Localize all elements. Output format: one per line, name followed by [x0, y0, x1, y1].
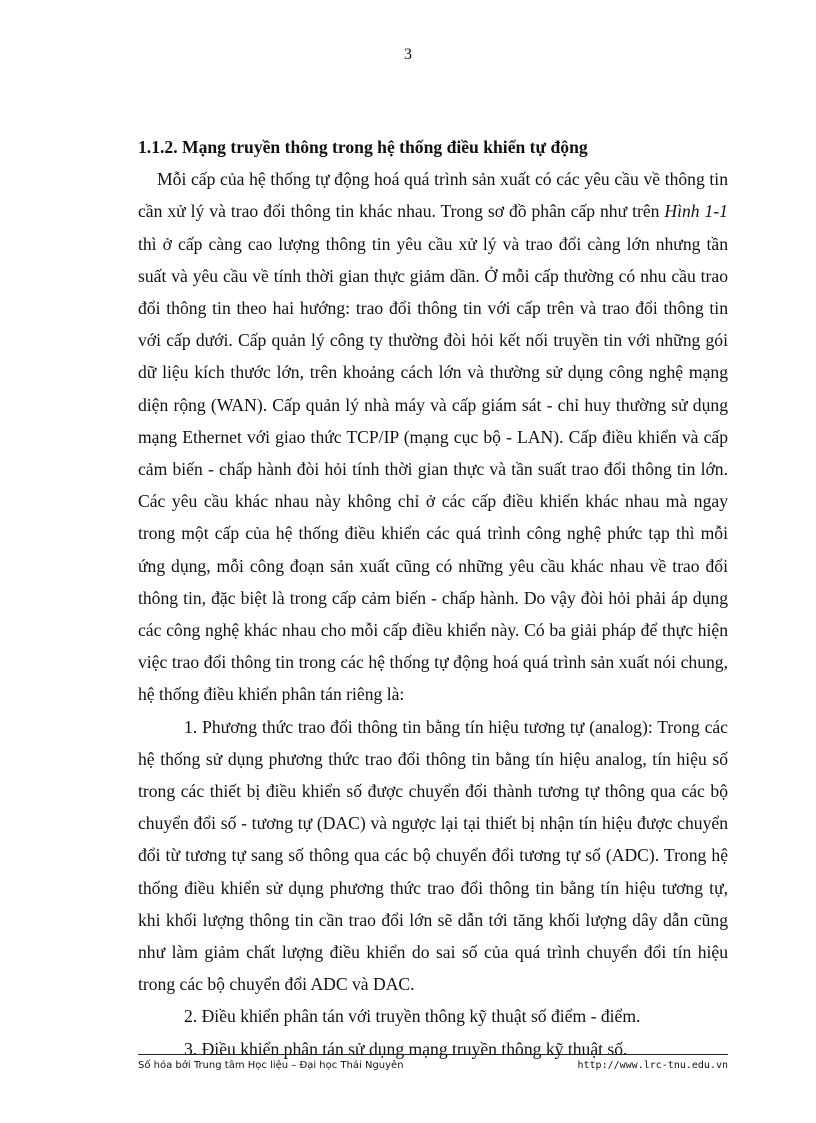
- list-item-digital-network: 3. Điều khiển phân tán sử dụng mạng truyền thông kỹ thuật số.: [184, 1038, 628, 1059]
- intro-paragraph: [138, 163, 728, 710]
- intro-text-end: thì ở cấp càng cao lượng thông tin yêu cầu xử lý và trao đổi càng lớn nhưng tần suất và yêu cầu về tính thời gian thực giảm dần. Ở mỗi cấp thường có nhu cầu trao đổi thông tin theo hai hướng: trao đổi thông tin với cấp trên và trao đổi thông tin với cấp dưới. Cấp quản lý công ty thường đòi hỏi kết nối truyền tin với những gói dữ liệu kích thước lớn, trên khoảng cách lớn và thường sử dụng công nghệ mạng diện rộng (WAN). Cấp quản lý nhà máy và cấp giám sát - chỉ huy thường sử dụng mạng Ethernet với giao thức TCP/IP (mạng cục bộ - LAN). Cấp điều khiển và cấp cảm biến - chấp hành đòi hỏi tính thời gian thực và tần suất trao đổi thông tin lớn. Các yêu cầu khác nhau này không chỉ ở các cấp điều khiển khác nhau mà ngay trong một cấp của hệ thống điều khiển các quá trình công nghệ phức tạp thì mỗi ứng dụng, mỗi công đoạn sản xuất cũng có những yêu cầu khác nhau về trao đổi thông tin, đặc biệt là trong cấp cảm biến - chấp hành. Do vậy đòi hỏi phải áp dụng các công nghệ khác nhau cho mỗi cấp điều khiển này. Có ba giải pháp để thực hiện việc trao đổi thông tin trong các hệ thống tự động hoá quá trình sản xuất nói chung, hệ thống điều khiển phân tán riêng là:: [138, 233, 728, 705]
- page-number: 3: [404, 46, 412, 63]
- list-item-point-to-point: 2. Điều khiển phân tán với truyền thông kỹ thuật số điểm - điểm.: [184, 1006, 641, 1027]
- section-heading: 1.1.2. Mạng truyền thông trong hệ thống điều khiển tự động: [138, 137, 588, 157]
- footer-url: http://www.lrc-tnu.edu.vn: [577, 1060, 728, 1071]
- page-footer: [138, 1054, 728, 1071]
- intro-text-start: Mỗi cấp của hệ thống tự động hoá quá trình sản xuất có các yêu cầu về thông tin cần xử lý và trao đổi thông tin khác nhau. Trong sơ đồ phân cấp như trên: [138, 169, 728, 222]
- document-body: [138, 131, 728, 1065]
- list-item-analog: 1. Phương thức trao đổi thông tin bằng tín hiệu tương tự (analog): Trong các hệ thống sử dụng phương thức trao đổi thông tin bằng tín hiệu analog, tín hiệu số trong các thiết bị điều khiển số được chuyển đổi thành tương tự thông qua các bộ chuyển đổi số - tương tự (DAC) và ngược lại tại thiết bị nhận tín hiệu được chuyển đổi từ tương tự sang số thông qua các bộ chuyển đổi tương tự số (ADC). Trong hệ thống điều khiển sử dụng phương thức trao đổi thông tin bằng tín hiệu tương tự, khi khối lượng thông tin cần trao đổi lớn sẽ dẫn tới tăng khối lượng dây dẫn cũng như làm giảm chất lượng điều khiển do sai số của quá trình chuyển đổi tín hiệu trong các bộ chuyển đổi ADC và DAC.: [138, 716, 728, 995]
- figure-reference: Hình 1-1: [664, 201, 728, 222]
- footer-credit: Số hóa bởi Trung tâm Học liệu – Đại học Thái Nguyên: [138, 1060, 404, 1071]
